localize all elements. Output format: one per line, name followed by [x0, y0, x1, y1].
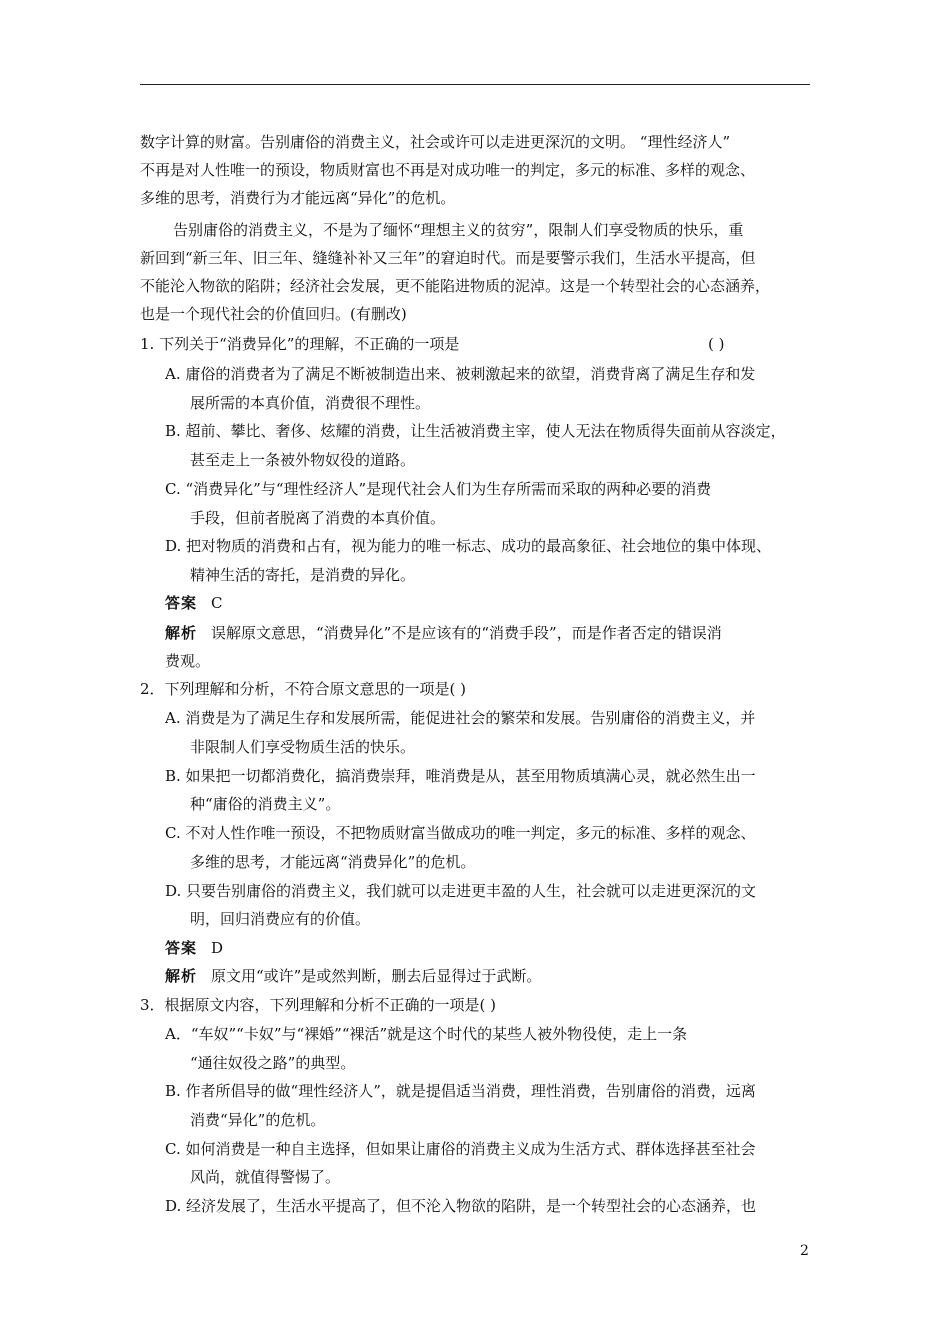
- q2-option-a-cont: 非限制人们享受物质生活的快乐。: [190, 738, 416, 756]
- q2-option-b: B. 如果把一切都消费化，搞消费崇拜，唯消费是从，甚至用物质填满心灵，就必然生出一: [165, 767, 756, 785]
- question-2-stem: 2．下列理解和分析，不符合原文意思的一项是( ): [140, 680, 467, 698]
- analysis-text: 误解原文意思，“消费异化”不是应该有的“消费手段”，而是作者否定的错误消: [211, 624, 722, 642]
- q2-option-d: D. 只要告别庸俗的消费主义，我们就可以走进更丰盈的人生，社会就可以走进更深沉的文: [165, 882, 757, 900]
- passage-line: 也是一个现代社会的价值回归。(有删改): [140, 305, 407, 323]
- q1-answer: [165, 593, 223, 613]
- analysis-label: 解析: [165, 624, 198, 642]
- passage-line: 告别庸俗的消费主义，不是为了缅怀“理想主义的贫穷”，限制人们享受物质的快乐，重: [173, 221, 744, 239]
- q2-option-c: C. 不对人性作唯一预设，不把物质财富当做成功的唯一判定，多元的标准、多样的观念、: [165, 824, 756, 842]
- q2-option-c-cont: 多维的思考，才能远离“消费异化”的危机。: [190, 853, 476, 871]
- answer-label: 答案: [165, 939, 198, 957]
- q2-analysis: [165, 966, 541, 986]
- q1-option-a: A. 庸俗的消费者为了满足不断被制造出来、被刺激起来的欲望，消费背离了满足生存和发: [165, 365, 756, 383]
- analysis-label: 解析: [165, 967, 198, 985]
- header-rule: [140, 84, 810, 85]
- q3-option-a: A．“车奴”“卡奴”与“裸婚”“裸活”就是这个时代的某些人被外物役使，走上一条: [165, 1025, 688, 1043]
- q1-option-d: D. 把对物质的消费和占有，视为能力的唯一标志、成功的最高象征、社会地位的集中体现、: [165, 537, 772, 555]
- analysis-text: 原文用“或许”是或然判断，删去后显得过于武断。: [211, 967, 542, 985]
- question-1-answer-bracket: ( ): [708, 335, 725, 353]
- q1-analysis-cont: 费观。: [165, 652, 211, 670]
- q1-option-b: B. 超前、攀比、奢侈、炫耀的消费，让生活被消费主宰，使人无法在物质得失面前从容淡定，: [165, 422, 786, 440]
- passage-line: 多维的思考，消费行为才能远离“异化”的危机。: [140, 189, 456, 207]
- q2-option-a: A. 消费是为了满足生存和发展所需，能促进社会的繁荣和发展。告别庸俗的消费主义，并: [165, 709, 756, 727]
- q2-option-d-cont: 明，回归消费应有的价值。: [190, 910, 371, 928]
- q3-option-a-cont: “通往奴役之路”的典型。: [190, 1054, 356, 1072]
- q3-option-d: D. 经济发展了，生活水平提高了，但不沦入物欲的陷阱，是一个转型社会的心态涵养，也: [165, 1197, 757, 1215]
- q1-option-b-cont: 甚至走上一条被外物奴役的道路。: [190, 451, 416, 469]
- q3-option-b-cont: 消费“异化”的危机。: [190, 1111, 326, 1129]
- passage-line: 新回到“新三年、旧三年、缝缝补补又三年”的窘迫时代。而是要警示我们，生活水平提高，但: [140, 249, 756, 267]
- q2-option-b-cont: 种“庸俗的消费主义”。: [190, 795, 341, 813]
- passage-line: 不再是对人性唯一的预设，物质财富也不再是对成功唯一的判定，多元的标准、多样的观念、: [140, 161, 756, 179]
- question-1-stem: 1. 下列关于“消费异化”的理解，不正确的一项是: [140, 335, 460, 353]
- q3-option-b: B. 作者所倡导的做“理性经济人”，就是提倡适当消费，理性消费，告别庸俗的消费，远离: [165, 1082, 756, 1100]
- q1-option-c: C. “消费异化”与“理性经济人”是现代社会人们为生存所需而采取的两种必要的消费: [165, 480, 712, 498]
- question-3-stem: 3．根据原文内容，下列理解和分析不正确的一项是( ): [140, 996, 497, 1014]
- q1-option-d-cont: 精神生活的寄托，是消费的异化。: [190, 566, 416, 584]
- q1-analysis: [165, 623, 722, 643]
- answer-value: C: [211, 594, 223, 612]
- answer-label: 答案: [165, 594, 198, 612]
- q1-option-c-cont: 手段，但前者脱离了消费的本真价值。: [190, 509, 446, 527]
- q3-option-c-cont: 风尚，就值得警惕了。: [190, 1168, 341, 1186]
- q3-option-c: C. 如何消费是一种自主选择，但如果让庸俗的消费主义成为生活方式、群体选择甚至社会: [165, 1140, 756, 1158]
- page-number: 2: [800, 1243, 809, 1259]
- q2-answer: [165, 938, 223, 958]
- q1-option-a-cont: 展所需的本真价值，消费很不理性。: [190, 394, 431, 412]
- answer-value: D: [211, 939, 224, 957]
- passage-line: 不能沦入物欲的陷阱；经济社会发展，更不能陷进物质的泥淖。这是一个转型社会的心态涵养，: [140, 277, 771, 295]
- passage-line: 数字计算的财富。告别庸俗的消费主义，社会或许可以走进更深沉的文明。 “理性经济人”: [140, 133, 731, 151]
